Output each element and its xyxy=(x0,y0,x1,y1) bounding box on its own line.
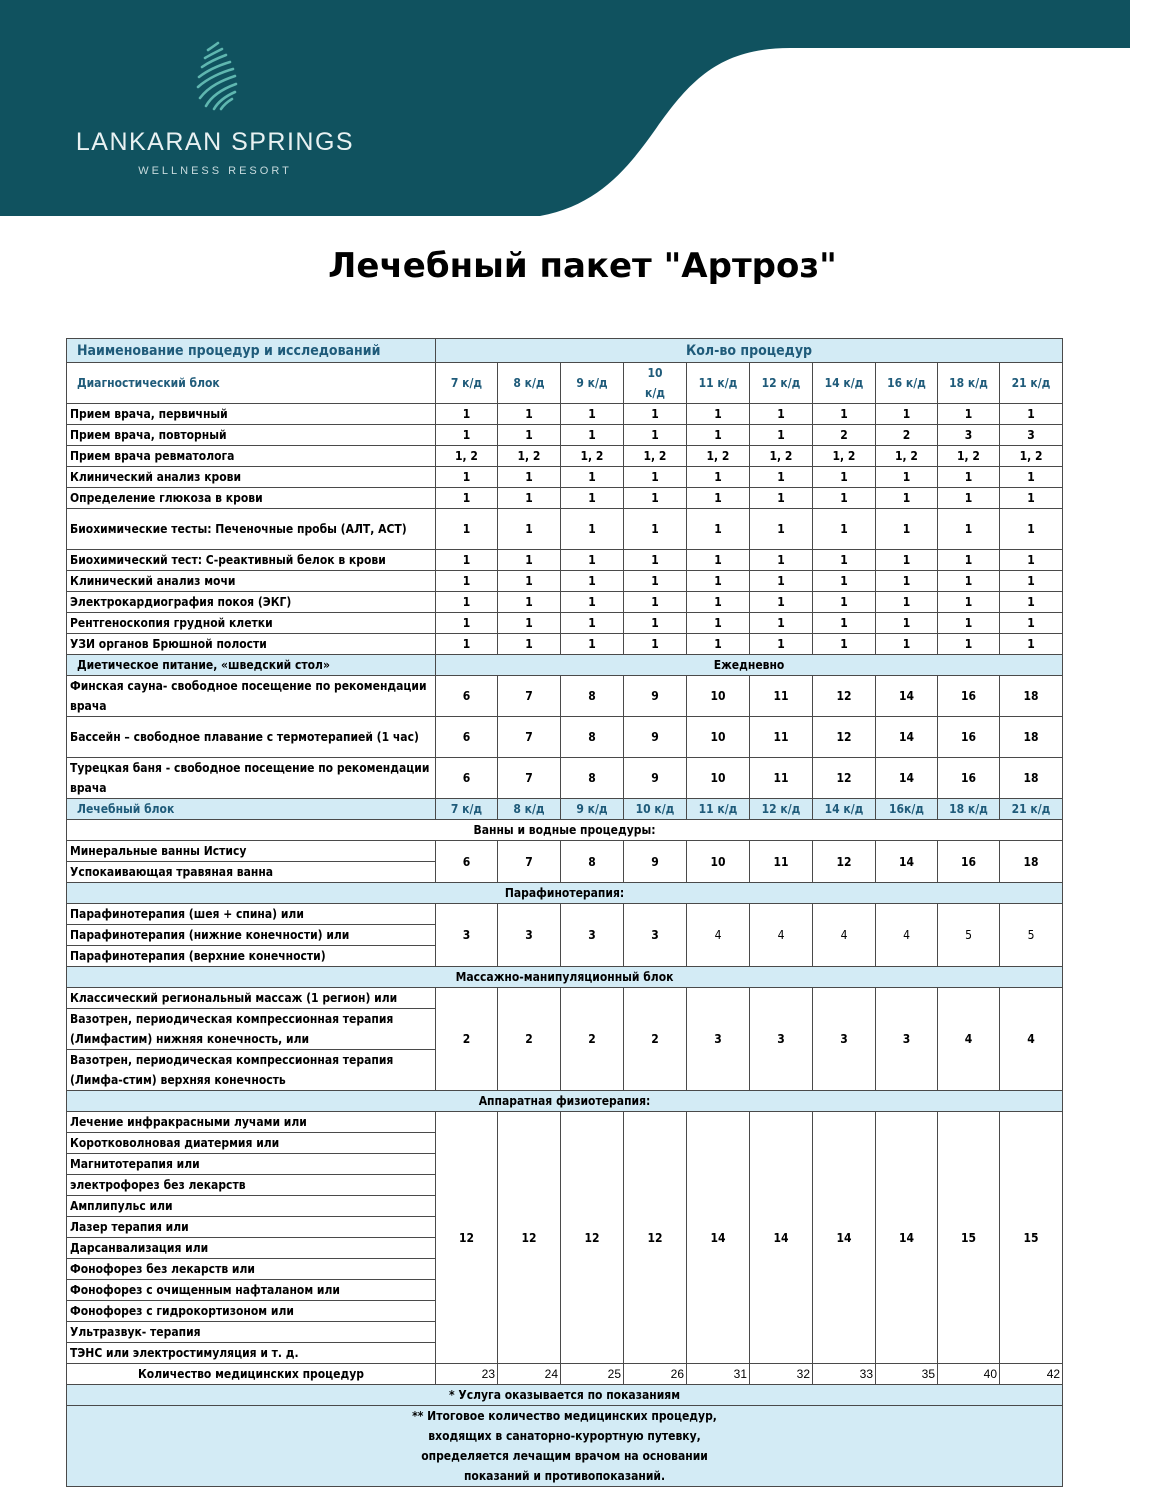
procedure-count: 1 xyxy=(750,509,813,550)
procedure-count: 2 xyxy=(498,988,561,1091)
procedure-count: 1 xyxy=(624,425,687,446)
procedure-name: Биохимические тесты: Печеночные пробы (АЛТ, АСТ) xyxy=(67,509,436,550)
page-title: Лечебный пакет "Артроз" xyxy=(328,246,837,286)
procedure-count: 8 xyxy=(561,717,624,758)
procedure-count: 1 xyxy=(498,613,561,634)
procedure-count: 6 xyxy=(436,758,498,799)
procedure-count: 1, 2 xyxy=(938,446,1000,467)
paraffin-header xyxy=(67,883,1063,904)
procedure-name: Фонофорез без лекарств или xyxy=(67,1259,436,1280)
procedure-name: Коротковолновая диатермия или xyxy=(67,1133,436,1154)
massage-item xyxy=(67,988,1063,1009)
procedure-count: 15 xyxy=(1000,1112,1063,1364)
procedure-count: 1 xyxy=(750,571,813,592)
procedure-name: Дарсанвализация или xyxy=(67,1238,436,1259)
procedure-count: 3 xyxy=(876,988,938,1091)
procedure-count: 3 xyxy=(687,988,750,1091)
procedure-count: 1 xyxy=(687,425,750,446)
procedure-count: 1 xyxy=(624,509,687,550)
procedure-count: 8 xyxy=(561,758,624,799)
procedure-count: 1 xyxy=(938,404,1000,425)
duration-header: 7 к/д xyxy=(436,363,498,404)
header-row xyxy=(67,339,1063,363)
procedure-count: 1 xyxy=(624,613,687,634)
diagnostic-row xyxy=(67,425,1063,446)
duration-header: 12 к/д xyxy=(750,799,813,820)
procedure-name: Успокаивающая травяная ванна xyxy=(67,862,436,883)
procedure-count: 10 xyxy=(687,717,750,758)
procedure-count: 1 xyxy=(750,467,813,488)
procedure-name: Лазер терапия или xyxy=(67,1217,436,1238)
total-row xyxy=(67,1364,1063,1385)
procedure-count: 1 xyxy=(938,634,1000,655)
procedure-name: Бассейн – свободное плавание с термотерапией (1 час) xyxy=(67,717,436,758)
procedure-count: 11 xyxy=(750,841,813,883)
total-count: 23 xyxy=(436,1364,498,1385)
duration-header: 14 к/д xyxy=(813,363,876,404)
procedure-name: Электрокардиография покоя (ЭКГ) xyxy=(67,592,436,613)
section-label-diagnostic: Диагностический блок xyxy=(67,363,436,404)
total-count: 26 xyxy=(624,1364,687,1385)
procedure-count: 14 xyxy=(750,1112,813,1364)
procedure-count: 3 xyxy=(750,988,813,1091)
baths-item xyxy=(67,841,1063,862)
procedure-count: 1 xyxy=(1000,613,1063,634)
procedure-count: 1 xyxy=(436,404,498,425)
procedure-count: 2 xyxy=(624,988,687,1091)
duration-header: 10 к/д xyxy=(624,799,687,820)
physio-header xyxy=(67,1091,1063,1112)
duration-header: 14 к/д xyxy=(813,799,876,820)
procedure-count: 12 xyxy=(813,676,876,717)
procedure-count: 1, 2 xyxy=(561,446,624,467)
procedure-count: 1 xyxy=(436,550,498,571)
diagnostic-row xyxy=(67,467,1063,488)
procedure-count: 1 xyxy=(813,550,876,571)
section-label: Парафинотерапия: xyxy=(67,883,1063,904)
procedure-count: 1 xyxy=(436,488,498,509)
duration-header: 18 к/д xyxy=(938,363,1000,404)
procedure-name: Лечение инфракрасными лучами или xyxy=(67,1112,436,1133)
procedure-count: 16 xyxy=(938,758,1000,799)
column-header-name: Наименование процедур и исследований xyxy=(67,339,436,363)
procedure-count: 1 xyxy=(561,404,624,425)
procedure-count: 1 xyxy=(938,550,1000,571)
procedure-count: 1 xyxy=(876,634,938,655)
procedure-count: 1 xyxy=(1000,467,1063,488)
procedure-count: 2 xyxy=(436,988,498,1091)
procedure-count: 12 xyxy=(813,841,876,883)
procedure-count: 1, 2 xyxy=(687,446,750,467)
procedure-count: 1 xyxy=(498,467,561,488)
procedure-count: 3 xyxy=(561,904,624,967)
procedure-count: 7 xyxy=(498,841,561,883)
procedure-count: 1 xyxy=(1000,404,1063,425)
procedure-count: 1 xyxy=(561,509,624,550)
column-header-quantity: Кол-во процедур xyxy=(436,339,1063,363)
procedure-count: 1 xyxy=(687,592,750,613)
procedure-count: 1 xyxy=(813,488,876,509)
procedure-count: 10 xyxy=(687,758,750,799)
procedure-count: 18 xyxy=(1000,841,1063,883)
diagnostic-row xyxy=(67,571,1063,592)
procedure-count: 14 xyxy=(687,1112,750,1364)
treatment-package-table xyxy=(66,338,1063,1487)
procedure-count: 1, 2 xyxy=(1000,446,1063,467)
procedure-count: 5 xyxy=(1000,904,1063,967)
procedure-count: 5 xyxy=(938,904,1000,967)
procedure-count: 1 xyxy=(498,592,561,613)
total-count: 25 xyxy=(561,1364,624,1385)
procedure-count: 12 xyxy=(498,1112,561,1364)
procedure-count: 1 xyxy=(498,404,561,425)
baths-header xyxy=(67,820,1063,841)
procedure-count: 1 xyxy=(498,488,561,509)
procedure-name: Финская сауна- свободное посещение по рекомендации врача xyxy=(67,676,436,717)
massage-header xyxy=(67,967,1063,988)
procedure-name: электрофорез без лекарств xyxy=(67,1175,436,1196)
procedure-count: 1, 2 xyxy=(813,446,876,467)
procedure-count: 1 xyxy=(1000,509,1063,550)
procedure-count: 1 xyxy=(813,571,876,592)
procedure-count: 7 xyxy=(498,717,561,758)
procedure-count: 1 xyxy=(498,550,561,571)
diet-row xyxy=(67,655,1063,676)
diet-value: Ежедневно xyxy=(436,655,1063,676)
procedure-count: 1 xyxy=(436,634,498,655)
procedure-count: 16 xyxy=(938,676,1000,717)
procedure-count: 1 xyxy=(687,613,750,634)
procedure-count: 10 xyxy=(687,676,750,717)
procedure-name: Определение глюкоза в крови xyxy=(67,488,436,509)
procedure-count: 12 xyxy=(813,758,876,799)
water-drop-wave-icon xyxy=(188,40,242,110)
procedure-count: 7 xyxy=(498,758,561,799)
procedure-count: 1 xyxy=(750,550,813,571)
total-count: 32 xyxy=(750,1364,813,1385)
procedure-count: 3 xyxy=(1000,425,1063,446)
diagnostic-row xyxy=(67,488,1063,509)
procedure-count: 1 xyxy=(938,488,1000,509)
procedure-count: 1 xyxy=(687,634,750,655)
procedure-count: 1 xyxy=(561,613,624,634)
procedure-count: 1 xyxy=(498,571,561,592)
procedure-count: 12 xyxy=(436,1112,498,1364)
procedure-count: 4 xyxy=(687,904,750,967)
procedure-count: 3 xyxy=(938,425,1000,446)
procedure-count: 6 xyxy=(436,717,498,758)
procedure-count: 3 xyxy=(624,904,687,967)
procedure-count: 4 xyxy=(876,904,938,967)
procedure-count: 1 xyxy=(624,634,687,655)
procedure-count: 1 xyxy=(1000,592,1063,613)
procedure-count: 1 xyxy=(1000,634,1063,655)
diagnostic-row xyxy=(67,592,1063,613)
diagnostic-row xyxy=(67,404,1063,425)
procedure-count: 1 xyxy=(938,613,1000,634)
procedure-count: 1 xyxy=(498,509,561,550)
procedure-count: 1 xyxy=(561,467,624,488)
procedure-count: 1 xyxy=(561,592,624,613)
procedure-count: 4 xyxy=(1000,988,1063,1091)
duration-header: 21 к/д xyxy=(1000,799,1063,820)
procedure-count: 14 xyxy=(813,1112,876,1364)
procedure-count: 1 xyxy=(687,467,750,488)
procedure-count: 1 xyxy=(561,634,624,655)
procedure-count: 1, 2 xyxy=(876,446,938,467)
procedure-name: Фонофорез с гидрокортизоном или xyxy=(67,1301,436,1322)
procedure-count: 1 xyxy=(624,592,687,613)
procedure-count: 1 xyxy=(624,467,687,488)
duration-header: 12 к/д xyxy=(750,363,813,404)
procedure-name: УЗИ органов Брюшной полости xyxy=(67,634,436,655)
procedure-count: 1 xyxy=(624,488,687,509)
procedure-count: 1 xyxy=(876,509,938,550)
procedure-count: 9 xyxy=(624,841,687,883)
procedure-count: 1 xyxy=(938,467,1000,488)
free-access-row xyxy=(67,758,1063,799)
procedure-count: 9 xyxy=(624,717,687,758)
procedure-count: 3 xyxy=(498,904,561,967)
procedure-count: 18 xyxy=(1000,758,1063,799)
procedure-name: Биохимический тест: С-реактивный белок в крови xyxy=(67,550,436,571)
section-label: Аппаратная физиотерапия: xyxy=(67,1091,1063,1112)
procedure-count: 1 xyxy=(687,509,750,550)
procedure-name: Вазотрен, периодическая компрессионная терапия (Лимфа-стим) верхняя конечность xyxy=(67,1050,436,1091)
procedure-count: 1 xyxy=(813,509,876,550)
procedure-count: 1 xyxy=(876,467,938,488)
duration-header: 16к/д xyxy=(876,799,938,820)
procedure-count: 1 xyxy=(876,592,938,613)
duration-header: 11 к/д xyxy=(687,799,750,820)
procedure-count: 9 xyxy=(624,676,687,717)
procedure-count: 1 xyxy=(436,425,498,446)
procedure-count: 2 xyxy=(813,425,876,446)
procedure-count: 1 xyxy=(750,592,813,613)
procedure-count: 10 xyxy=(687,841,750,883)
procedure-count: 1 xyxy=(687,404,750,425)
procedure-count: 1 xyxy=(876,571,938,592)
procedure-count: 1 xyxy=(436,571,498,592)
procedure-count: 6 xyxy=(436,841,498,883)
procedure-count: 9 xyxy=(624,758,687,799)
procedure-count: 1 xyxy=(750,613,813,634)
procedure-count: 1 xyxy=(436,467,498,488)
procedure-count: 1 xyxy=(938,592,1000,613)
procedure-count: 1 xyxy=(750,425,813,446)
procedure-count: 1 xyxy=(687,550,750,571)
duration-header: 11 к/д xyxy=(687,363,750,404)
section-label: Массажно-манипуляционный блок xyxy=(67,967,1063,988)
procedure-name: Парафинотерапия (нижние конечности) или xyxy=(67,925,436,946)
procedure-count: 1 xyxy=(813,634,876,655)
procedure-name: Клинический анализ мочи xyxy=(67,571,436,592)
procedure-count: 1 xyxy=(876,613,938,634)
diagnostic-block-header xyxy=(67,363,1063,404)
duration-header: 8 к/д xyxy=(498,799,561,820)
procedure-name: Прием врача, повторный xyxy=(67,425,436,446)
procedure-count: 14 xyxy=(876,1112,938,1364)
procedure-count: 1, 2 xyxy=(436,446,498,467)
procedure-count: 1 xyxy=(938,509,1000,550)
total-count: 31 xyxy=(687,1364,750,1385)
procedure-count: 4 xyxy=(938,988,1000,1091)
procedure-count: 1 xyxy=(436,592,498,613)
total-label: Количество медицинских процедур xyxy=(67,1364,436,1385)
procedure-count: 1 xyxy=(813,404,876,425)
duration-header: 9 к/д xyxy=(561,799,624,820)
procedure-name: Парафинотерапия (верхние конечности) xyxy=(67,946,436,967)
total-count: 42 xyxy=(1000,1364,1063,1385)
section-label: Ванны и водные процедуры: xyxy=(67,820,1063,841)
procedure-count: 1 xyxy=(938,571,1000,592)
procedure-count: 1 xyxy=(750,488,813,509)
procedure-name: Парафинотерапия (шея + спина) или xyxy=(67,904,436,925)
procedure-count: 1 xyxy=(876,404,938,425)
diagnostic-row xyxy=(67,550,1063,571)
procedure-count: 11 xyxy=(750,717,813,758)
free-access-row xyxy=(67,676,1063,717)
procedure-count: 8 xyxy=(561,676,624,717)
procedure-count: 1 xyxy=(561,425,624,446)
duration-header: 21 к/д xyxy=(1000,363,1063,404)
procedure-name: Классический региональный массаж (1 регион) или xyxy=(67,988,436,1009)
free-access-row xyxy=(67,717,1063,758)
procedure-count: 1 xyxy=(498,634,561,655)
procedure-count: 1 xyxy=(750,634,813,655)
procedure-count: 14 xyxy=(876,841,938,883)
footnote: ** Итоговое количество медицинских процедур, входящих в санаторно-курортную путевку, определяется лечащим врачом на основании показаний и противопоказаний. xyxy=(67,1406,1063,1487)
procedure-count: 1, 2 xyxy=(624,446,687,467)
procedure-count: 1 xyxy=(813,613,876,634)
procedure-name: Вазотрен, периодическая компрессионная терапия (Лимфастим) нижняя конечность, или xyxy=(67,1009,436,1050)
procedure-count: 8 xyxy=(561,841,624,883)
procedure-name: Прием врача, первичный xyxy=(67,404,436,425)
brand-subtitle: WELLNESS RESORT xyxy=(138,165,292,177)
footnote-row xyxy=(67,1406,1063,1487)
procedure-count: 3 xyxy=(813,988,876,1091)
procedure-name: Магнитотерапия или xyxy=(67,1154,436,1175)
procedure-count: 1 xyxy=(876,550,938,571)
procedure-count: 6 xyxy=(436,676,498,717)
procedure-count: 12 xyxy=(813,717,876,758)
procedure-count: 11 xyxy=(750,676,813,717)
procedure-count: 1 xyxy=(750,404,813,425)
section-label-treatment: Лечебный блок xyxy=(67,799,436,820)
paraffin-item xyxy=(67,904,1063,925)
procedure-name: Амплипульс или xyxy=(67,1196,436,1217)
procedure-count: 14 xyxy=(876,758,938,799)
procedure-count: 1, 2 xyxy=(498,446,561,467)
procedure-count: 1 xyxy=(624,404,687,425)
procedure-count: 11 xyxy=(750,758,813,799)
procedure-count: 1 xyxy=(687,488,750,509)
procedure-count: 12 xyxy=(624,1112,687,1364)
total-count: 33 xyxy=(813,1364,876,1385)
procedure-name: Рентгеноскопия грудной клетки xyxy=(67,613,436,634)
procedure-count: 1 xyxy=(876,488,938,509)
procedure-count: 1 xyxy=(1000,571,1063,592)
procedure-count: 1 xyxy=(561,571,624,592)
procedure-count: 1 xyxy=(1000,488,1063,509)
footnote: * Услуга оказывается по показаниям xyxy=(67,1385,1063,1406)
duration-header: 8 к/д xyxy=(498,363,561,404)
duration-header: 18 к/д xyxy=(938,799,1000,820)
procedure-name: Прием врача ревматолога xyxy=(67,446,436,467)
procedure-count: 1 xyxy=(624,550,687,571)
treatment-block-header xyxy=(67,799,1063,820)
procedure-name: Ультразвук- терапия xyxy=(67,1322,436,1343)
procedure-count: 1 xyxy=(561,550,624,571)
procedure-count: 18 xyxy=(1000,676,1063,717)
procedure-count: 2 xyxy=(876,425,938,446)
procedure-count: 12 xyxy=(561,1112,624,1364)
procedure-count: 1, 2 xyxy=(750,446,813,467)
brand-logo xyxy=(60,40,370,177)
procedure-count: 3 xyxy=(436,904,498,967)
procedure-count: 2 xyxy=(561,988,624,1091)
total-count: 35 xyxy=(876,1364,938,1385)
procedure-count: 18 xyxy=(1000,717,1063,758)
diagnostic-row xyxy=(67,509,1063,550)
footnote-row xyxy=(67,1385,1063,1406)
procedure-count: 1 xyxy=(1000,550,1063,571)
physio-item xyxy=(67,1112,1063,1133)
procedure-count: 14 xyxy=(876,676,938,717)
procedure-count: 16 xyxy=(938,841,1000,883)
procedure-name: Турецкая баня - свободное посещение по рекомендации врача xyxy=(67,758,436,799)
diagnostic-row xyxy=(67,613,1063,634)
duration-header: 7 к/д xyxy=(436,799,498,820)
procedure-name: Клинический анализ крови xyxy=(67,467,436,488)
procedure-count: 1 xyxy=(498,425,561,446)
diagnostic-row xyxy=(67,634,1063,655)
procedure-count: 14 xyxy=(876,717,938,758)
procedure-count: 7 xyxy=(498,676,561,717)
duration-header: 16 к/д xyxy=(876,363,938,404)
procedure-count: 1 xyxy=(813,467,876,488)
diagnostic-row xyxy=(67,446,1063,467)
procedure-count: 1 xyxy=(687,571,750,592)
total-count: 40 xyxy=(938,1364,1000,1385)
brand-name: LANKARAN SPRINGS xyxy=(75,128,355,156)
procedure-count: 16 xyxy=(938,717,1000,758)
procedure-count: 1 xyxy=(813,592,876,613)
procedure-count: 15 xyxy=(938,1112,1000,1364)
procedure-count: 4 xyxy=(813,904,876,967)
procedure-name: Фонофорез с очищенным нафталаном или xyxy=(67,1280,436,1301)
procedure-count: 4 xyxy=(750,904,813,967)
procedure-count: 1 xyxy=(624,571,687,592)
procedure-count: 1 xyxy=(436,509,498,550)
duration-header: 10 к/д xyxy=(624,363,687,404)
duration-header: 9 к/д xyxy=(561,363,624,404)
diet-label: Диетическое питание, «шведский стол» xyxy=(67,655,436,676)
procedure-count: 1 xyxy=(436,613,498,634)
procedure-name: Минеральные ванны Истису xyxy=(67,841,436,862)
procedure-count: 1 xyxy=(561,488,624,509)
procedure-name: ТЭНС или электростимуляция и т. д. xyxy=(67,1343,436,1364)
total-count: 24 xyxy=(498,1364,561,1385)
